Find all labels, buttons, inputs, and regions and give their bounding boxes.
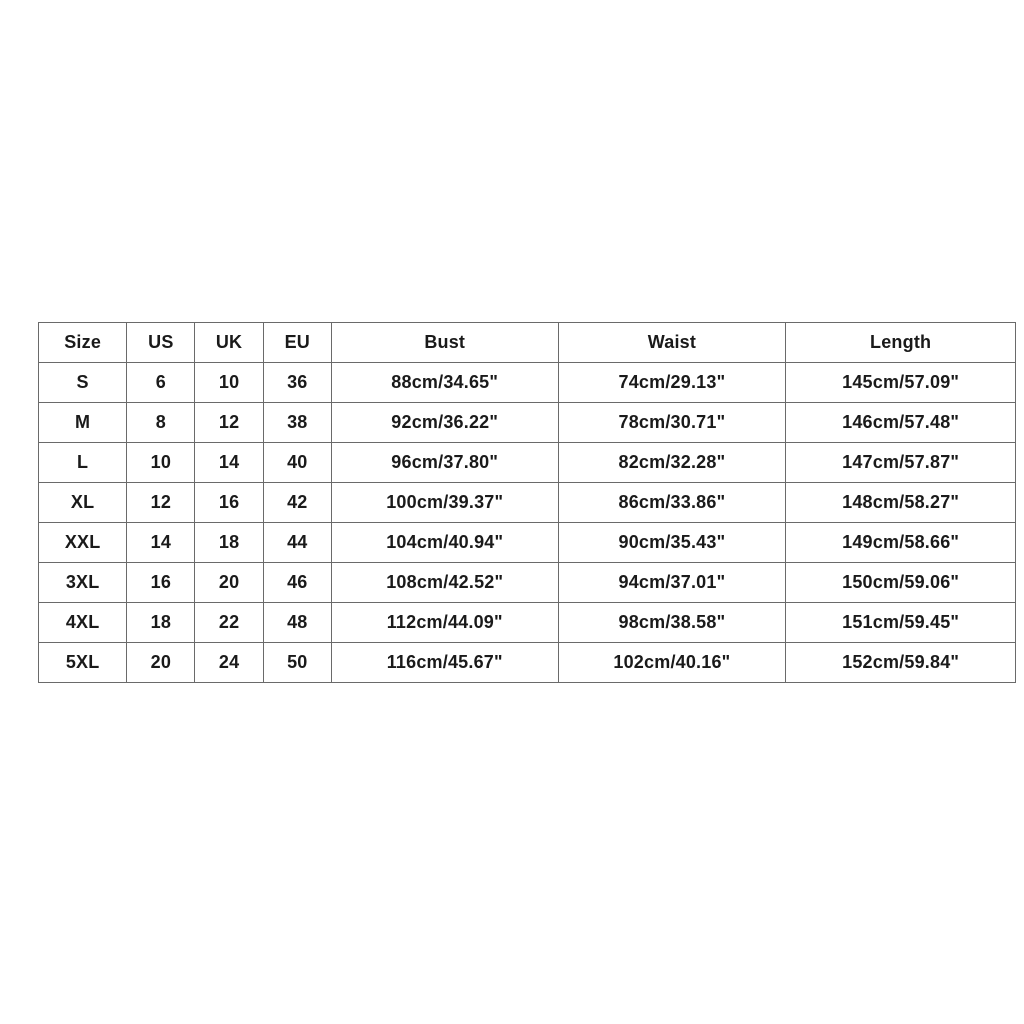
cell-waist: 90cm/35.43" xyxy=(558,523,786,563)
cell-bust: 92cm/36.22" xyxy=(331,403,558,443)
header-size: Size xyxy=(39,323,127,363)
cell-us: 20 xyxy=(127,643,195,683)
cell-us: 14 xyxy=(127,523,195,563)
header-eu: EU xyxy=(263,323,331,363)
cell-length: 152cm/59.84" xyxy=(786,643,1016,683)
table-row xyxy=(39,483,1016,523)
cell-eu: 50 xyxy=(263,643,331,683)
cell-eu: 40 xyxy=(263,443,331,483)
cell-uk: 22 xyxy=(195,603,263,643)
header-row xyxy=(39,323,1016,363)
cell-us: 10 xyxy=(127,443,195,483)
table-row xyxy=(39,643,1016,683)
cell-eu: 38 xyxy=(263,403,331,443)
cell-bust: 112cm/44.09" xyxy=(331,603,558,643)
cell-eu: 48 xyxy=(263,603,331,643)
cell-length: 146cm/57.48" xyxy=(786,403,1016,443)
table-row xyxy=(39,363,1016,403)
cell-waist: 98cm/38.58" xyxy=(558,603,786,643)
cell-waist: 94cm/37.01" xyxy=(558,563,786,603)
cell-size: M xyxy=(39,403,127,443)
cell-uk: 14 xyxy=(195,443,263,483)
table-row xyxy=(39,563,1016,603)
cell-length: 149cm/58.66" xyxy=(786,523,1016,563)
cell-uk: 20 xyxy=(195,563,263,603)
cell-uk: 24 xyxy=(195,643,263,683)
table-body xyxy=(39,363,1016,683)
cell-eu: 46 xyxy=(263,563,331,603)
cell-us: 8 xyxy=(127,403,195,443)
cell-size: XXL xyxy=(39,523,127,563)
cell-waist: 78cm/30.71" xyxy=(558,403,786,443)
header-waist: Waist xyxy=(558,323,786,363)
cell-eu: 36 xyxy=(263,363,331,403)
cell-bust: 88cm/34.65" xyxy=(331,363,558,403)
cell-waist: 74cm/29.13" xyxy=(558,363,786,403)
cell-bust: 96cm/37.80" xyxy=(331,443,558,483)
cell-eu: 42 xyxy=(263,483,331,523)
header-uk: UK xyxy=(195,323,263,363)
cell-us: 6 xyxy=(127,363,195,403)
cell-waist: 86cm/33.86" xyxy=(558,483,786,523)
cell-us: 12 xyxy=(127,483,195,523)
cell-us: 18 xyxy=(127,603,195,643)
header-length: Length xyxy=(786,323,1016,363)
cell-uk: 10 xyxy=(195,363,263,403)
cell-size: 4XL xyxy=(39,603,127,643)
cell-waist: 102cm/40.16" xyxy=(558,643,786,683)
table-row xyxy=(39,523,1016,563)
cell-uk: 12 xyxy=(195,403,263,443)
cell-bust: 100cm/39.37" xyxy=(331,483,558,523)
header-bust: Bust xyxy=(331,323,558,363)
size-chart-table xyxy=(38,322,1016,683)
cell-length: 147cm/57.87" xyxy=(786,443,1016,483)
cell-bust: 108cm/42.52" xyxy=(331,563,558,603)
cell-bust: 116cm/45.67" xyxy=(331,643,558,683)
cell-length: 150cm/59.06" xyxy=(786,563,1016,603)
cell-length: 148cm/58.27" xyxy=(786,483,1016,523)
cell-size: 3XL xyxy=(39,563,127,603)
cell-size: S xyxy=(39,363,127,403)
table-header xyxy=(39,323,1016,363)
cell-bust: 104cm/40.94" xyxy=(331,523,558,563)
cell-uk: 18 xyxy=(195,523,263,563)
cell-eu: 44 xyxy=(263,523,331,563)
cell-size: 5XL xyxy=(39,643,127,683)
cell-size: XL xyxy=(39,483,127,523)
header-us: US xyxy=(127,323,195,363)
cell-waist: 82cm/32.28" xyxy=(558,443,786,483)
cell-length: 151cm/59.45" xyxy=(786,603,1016,643)
table-row xyxy=(39,443,1016,483)
cell-us: 16 xyxy=(127,563,195,603)
cell-uk: 16 xyxy=(195,483,263,523)
table-row xyxy=(39,403,1016,443)
cell-length: 145cm/57.09" xyxy=(786,363,1016,403)
cell-size: L xyxy=(39,443,127,483)
table-row xyxy=(39,603,1016,643)
